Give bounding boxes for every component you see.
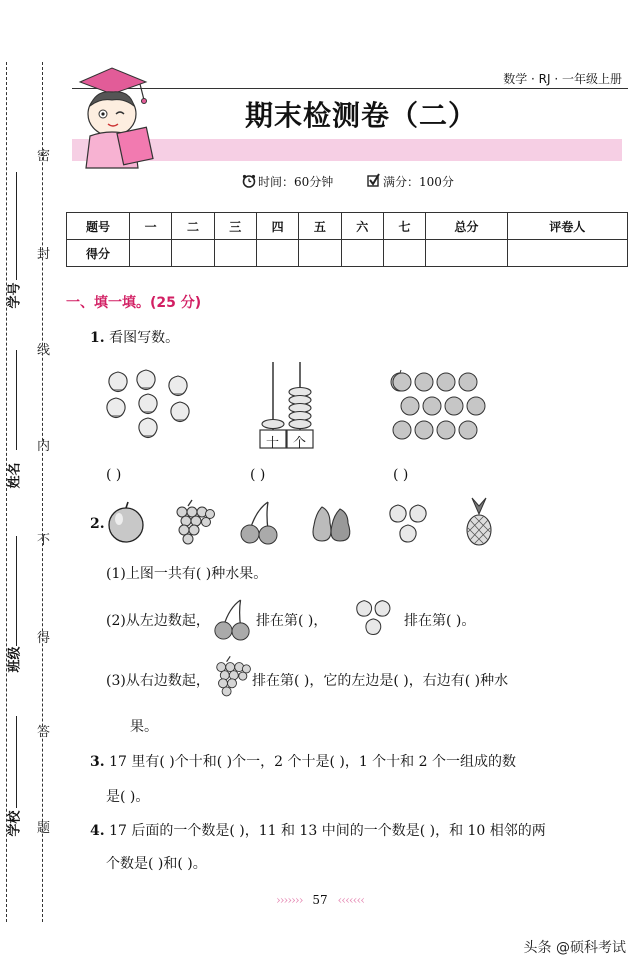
question-4-line-2: 个数是( )和( )。 — [106, 856, 207, 872]
grapes-icon — [174, 500, 214, 546]
score-table-cell: 评卷人 — [507, 213, 627, 240]
apple-group-illustration — [390, 370, 490, 440]
field-line-class[interactable] — [16, 536, 17, 646]
field-label-school: 学校 — [7, 810, 23, 837]
cut-char-8: 题 — [37, 821, 51, 836]
score-input-cell[interactable] — [130, 240, 172, 267]
question-2-number — [90, 516, 105, 532]
score-input-cell[interactable] — [214, 240, 256, 267]
page-footer — [0, 893, 640, 907]
field-label-student-id: 学号 — [7, 282, 23, 309]
score-input-cell[interactable] — [172, 240, 214, 267]
score-input-cell[interactable] — [426, 240, 507, 267]
question-number: 4. — [90, 823, 105, 839]
question-2-part-2-start: (2)从左边数起， — [106, 613, 210, 629]
cut-char-7: 答 — [37, 725, 51, 740]
question-text: 看图写数。 — [109, 330, 180, 346]
full-score: 满分：100分 — [383, 175, 454, 189]
page-number: 57 — [312, 893, 328, 907]
score-table-header-row — [67, 213, 628, 240]
answer-blank-1[interactable]: ( ) — [106, 467, 122, 483]
question-text: 17 里有( )个十和( )个一，2 个十是( )，1 个十和 2 个一组成的数 — [109, 754, 516, 770]
cherry-icon-inline — [212, 598, 252, 642]
cut-char-2: 封 — [37, 247, 51, 262]
subject-label: 数学 · RJ · 一年级上册 — [503, 72, 622, 86]
score-table-cell: 二 — [172, 213, 214, 240]
field-label-class: 班级 — [7, 646, 23, 673]
score-table-cell: 题号 — [67, 213, 130, 240]
cut-char-3: 线 — [37, 343, 51, 358]
peach-icon-inline — [355, 598, 399, 638]
question-number: 3. — [90, 754, 105, 770]
clock-icon — [242, 174, 256, 188]
checkbox-icon — [367, 174, 380, 187]
question-2-part-3-start: (3)从右边数起， — [106, 673, 210, 689]
footer-right-arrows: ‹‹‹‹‹‹‹ — [337, 893, 365, 907]
abacus-label-tens: 十 — [266, 436, 280, 451]
question-2-part-2-end: 排在第( )。 — [404, 613, 476, 629]
score-table-cell: 四 — [256, 213, 298, 240]
cut-char-4: 内 — [37, 439, 51, 454]
field-line-student-id[interactable] — [16, 172, 17, 280]
pineapple-icon — [462, 498, 496, 546]
question-4 — [90, 820, 546, 840]
score-table-cell: 三 — [214, 213, 256, 240]
cut-char-6: 得 — [37, 631, 51, 646]
page-title: 期末检测卷（二） — [245, 99, 478, 132]
question-number: 2. — [90, 516, 105, 532]
apple-icon — [104, 500, 148, 544]
abacus-label-ones: 个 — [293, 436, 307, 451]
cherry-icon — [238, 500, 280, 546]
score-input-cell[interactable] — [383, 240, 425, 267]
mascot-illustration — [72, 64, 162, 174]
score-input-cell[interactable] — [507, 240, 627, 267]
footer-left-arrows: ››››››› — [275, 893, 303, 907]
score-table — [66, 212, 628, 267]
peach-group-illustration — [104, 366, 204, 442]
question-number: 1. — [90, 330, 105, 346]
question-3-line-2: 是( )。 — [106, 789, 150, 805]
grapes-icon-inline — [214, 656, 250, 698]
cut-line-dashed — [42, 62, 43, 922]
field-line-name[interactable] — [16, 350, 17, 450]
watermark: 头条 @硕科考试 — [523, 940, 626, 956]
question-2-part-2-mid: 排在第( )， — [256, 613, 328, 629]
cut-char-1: 密 — [37, 149, 51, 164]
question-text: 17 后面的一个数是( )，11 和 13 中间的一个数是( )，和 10 相邻的两 — [109, 823, 546, 839]
cut-line-dashed-outer — [6, 62, 7, 922]
score-table-cell: 五 — [299, 213, 341, 240]
pear-icon — [310, 503, 358, 545]
question-1 — [90, 327, 179, 347]
score-table-cell: 一 — [130, 213, 172, 240]
score-input-cell[interactable] — [341, 240, 383, 267]
score-input-cell[interactable] — [299, 240, 341, 267]
question-2-part-3-mid: 排在第( )，它的左边是( )，右边有( )种水 — [252, 673, 509, 689]
score-table-score-row — [67, 240, 628, 267]
score-table-cell: 七 — [383, 213, 425, 240]
score-table-cell: 六 — [341, 213, 383, 240]
time-limit: 时间：60分钟 — [258, 175, 334, 189]
peach-icon — [388, 503, 436, 545]
section-heading: 一、填一填。(25 分) — [66, 295, 202, 311]
answer-blank-2[interactable]: ( ) — [250, 467, 266, 483]
answer-blank-3[interactable]: ( ) — [393, 467, 409, 483]
question-2-part-1: (1)上图一共有( )种水果。 — [106, 566, 268, 582]
score-input-cell[interactable] — [256, 240, 298, 267]
score-table-cell: 得分 — [67, 240, 130, 267]
field-label-name: 姓名 — [7, 462, 23, 489]
question-2-part-3-end: 果。 — [130, 719, 158, 735]
score-table-cell: 总分 — [426, 213, 507, 240]
cut-char-5: 不 — [37, 533, 51, 548]
question-3 — [90, 751, 516, 771]
field-line-school[interactable] — [16, 716, 17, 808]
